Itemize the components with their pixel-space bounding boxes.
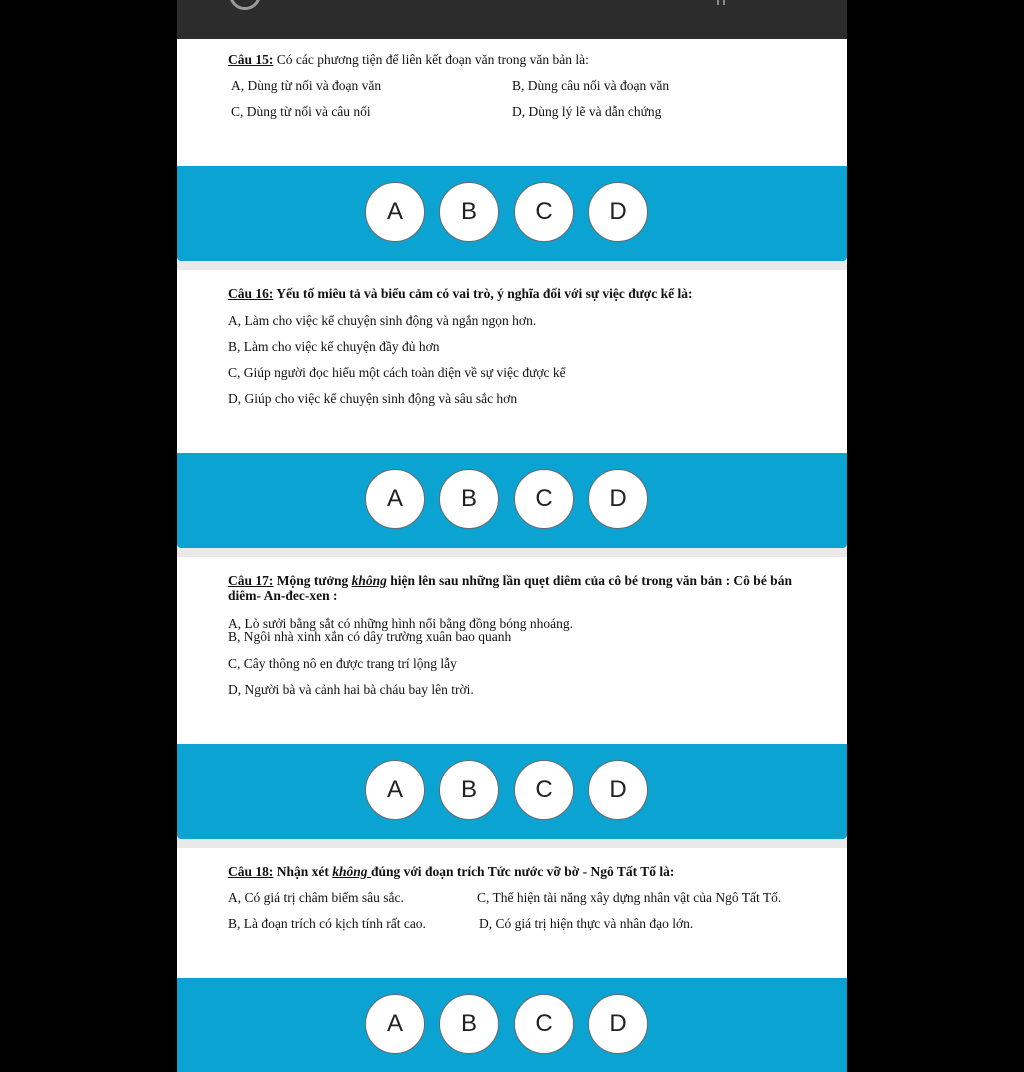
question-number: Câu 17: [228, 573, 274, 588]
answer-b-button[interactable]: B [439, 760, 499, 820]
question-title [228, 864, 803, 879]
answer-c-button[interactable]: C [514, 994, 574, 1054]
option-d: D, Giúp cho việc kể chuyện sinh động và sâu sắc hơn [228, 391, 518, 406]
option-a: A, Làm cho việc kể chuyện sinh động và ngắn ngọn hơn. [228, 313, 537, 328]
answer-bar-16 [177, 453, 847, 548]
answer-d-button[interactable]: D [588, 469, 648, 529]
option-d: D, Có giá trị hiện thực và nhân đạo lớn. [479, 916, 694, 931]
divider [177, 839, 847, 848]
question-17 [177, 557, 847, 744]
option-b: B, Làm cho việc kể chuyện đầy đủ hơn [228, 339, 440, 354]
answer-b-button[interactable]: B [439, 994, 499, 1054]
question-text: Có các phương tiện để liên kết đoạn văn trong văn bản là: [273, 52, 589, 67]
option-d: D, Dùng lý lẽ và dẫn chứng [512, 104, 662, 119]
question-title [228, 286, 803, 301]
answer-a-button[interactable]: A [365, 469, 425, 529]
question-title [228, 52, 803, 67]
option-a: A, Dùng từ nối và đoạn văn [231, 78, 382, 93]
divider [177, 261, 847, 270]
answer-d-button[interactable]: D [588, 182, 648, 242]
question-number: Câu 16: [228, 286, 274, 301]
question-text-before: Mộng tưởng [273, 573, 352, 588]
question-emphasis: không [351, 573, 387, 588]
question-text-after: đúng với đoạn trích Tức nước vỡ bờ - Ngô Tất Tố là: [370, 864, 675, 879]
question-text-after: hiện lên sau những lần quẹt diêm của cô bé trong văn bản : Cô bé bán diêm- An-đec-xen : [228, 573, 792, 603]
option-c: C, Cây thông nô en được trang trí lộng lẫy [228, 656, 457, 671]
option-b: B, Ngôi nhà xinh xắn có dây trường xuân bao quanh [228, 629, 512, 644]
tick-mark-icon [717, 0, 719, 5]
answer-d-button[interactable]: D [588, 760, 648, 820]
answer-d-button[interactable]: D [588, 994, 648, 1054]
option-b: B, Là đoạn trích có kịch tính rất cao. [228, 916, 426, 931]
question-title [228, 573, 803, 603]
answer-c-button[interactable]: C [514, 469, 574, 529]
option-d: D, Người bà và cảnh hai bà cháu bay lên trời. [228, 682, 474, 697]
answer-bar-15 [177, 166, 847, 261]
answer-c-button[interactable]: C [514, 182, 574, 242]
question-text: Yếu tố miêu tả và biểu cảm có vai trò, ý nghĩa đối với sự việc được kể là: [273, 286, 693, 301]
question-text-before: Nhận xét [273, 864, 333, 879]
question-number: Câu 18: [228, 864, 274, 879]
quiz-column [177, 0, 847, 1072]
option-c: C, Giúp người đọc hiểu một cách toàn diện về sự việc được kể [228, 365, 566, 380]
question-number: Câu 15: [228, 52, 274, 67]
answer-bar-18 [177, 978, 847, 1072]
answer-b-button[interactable]: B [439, 469, 499, 529]
question-15 [177, 39, 847, 166]
option-c: C, Dùng từ nối và câu nối [231, 104, 371, 119]
option-c: C, Thể hiện tài năng xây dựng nhân vật của Ngô Tất Tố. [477, 890, 782, 905]
answer-a-button[interactable]: A [365, 994, 425, 1054]
answer-a-button[interactable]: A [365, 760, 425, 820]
question-18 [177, 848, 847, 978]
answer-b-button[interactable]: B [439, 182, 499, 242]
option-a: A, Có giá trị châm biếm sâu sắc. [228, 890, 404, 905]
top-toolbar [177, 0, 847, 39]
answer-bar-17 [177, 744, 847, 839]
option-b: B, Dùng câu nối và đoạn văn [512, 78, 670, 93]
question-16 [177, 270, 847, 453]
divider [177, 548, 847, 557]
option-a: A, Lò sưởi bằng sắt có những hình nổi bằng đồng bóng nhoáng. [228, 616, 573, 631]
question-emphasis: không [332, 864, 371, 879]
answer-a-button[interactable]: A [365, 182, 425, 242]
tick-mark-icon [723, 0, 725, 5]
answer-c-button[interactable]: C [514, 760, 574, 820]
loading-ring-icon [229, 0, 261, 10]
